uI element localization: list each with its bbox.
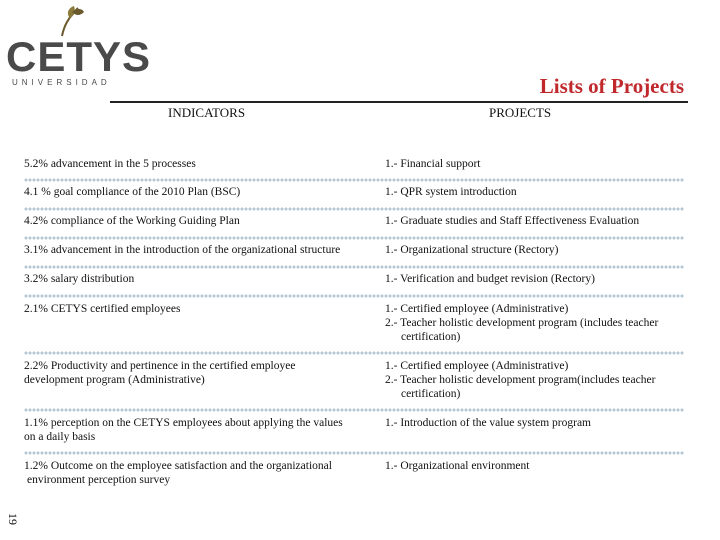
project-cell [385,157,684,171]
row-separator [24,351,684,355]
indicator-cell [24,416,362,444]
project-text: 1.- Graduate studies and Staff Effectiveness Evaluation [385,215,640,227]
indicator-text: development program (Administrative) [24,374,205,386]
indicator-text: 1.1% perception on the CETYS employees about applying the values [24,417,343,429]
indicator-cell [24,185,362,199]
project-text: 2.- Teacher holistic development program (includes teacher [385,317,659,329]
project-text: 1.- Verification and budget revision (Rectory) [385,273,595,285]
indicator-text: 4.1 % goal compliance of the 2010 Plan (BSC) [24,186,241,198]
project-text: 1.- Financial support [385,158,481,170]
indicators-header: INDICATORS [168,105,246,120]
indicator-cell [24,214,362,228]
project-text: 1.- Organizational structure (Rectory) [385,244,559,256]
title-rule [110,101,688,103]
project-cell [385,459,684,473]
project-text: 1.- Certified employee (Administrative) [385,303,569,315]
page-title: Lists of Projects [539,74,684,98]
project-text: 1.- Introduction of the value system program [385,417,591,429]
projects-header: PROJECTS [489,105,552,120]
project-cell [385,214,684,228]
indicator-text: 5.2% advancement in the 5 processes [24,158,196,170]
row-separator [24,178,684,182]
project-text: 2.- Teacher holistic development program(includes teacher [385,374,656,386]
project-text: 1.- Certified employee (Administrative) [385,360,569,372]
row-separator [24,451,684,455]
indicator-cell [24,359,362,387]
indicator-cell [24,459,362,487]
row-separator [24,408,684,412]
project-cell [385,272,684,286]
indicator-cell [24,272,362,286]
indicator-cell [24,157,362,171]
indicator-cell [24,243,362,257]
indicator-text: 3.2% salary distribution [24,273,135,285]
indicator-text: 2.1% CETYS certified employees [24,303,181,315]
logo-subtitle: UNIVERSIDAD [12,78,111,87]
logo-wordmark: CETYS [6,33,152,80]
project-text: 1.- Organizational environment [385,460,530,472]
project-cell [385,243,684,257]
row-separator [24,207,684,211]
project-text: certification) [401,331,461,343]
indicator-text: 4.2% compliance of the Working Guiding Plan [24,215,240,227]
indicator-cell [24,302,362,316]
indicator-text: on a daily basis [24,431,96,443]
cetys-logo [6,4,152,88]
project-cell [385,359,684,401]
project-cell [385,302,684,344]
row-separator [24,294,684,298]
indicator-text: 3.1% advancement in the introduction of the organizational structure [24,244,341,256]
project-cell [385,185,684,199]
project-text: certification) [401,388,461,400]
indicator-text: 1.2% Outcome on the employee satisfaction and the organizational [24,460,332,472]
row-separator [24,265,684,269]
indicator-text: 2.2% Productivity and pertinence in the certified employee [24,360,296,372]
project-text: 1.- QPR system introduction [385,186,517,198]
row-separator [24,236,684,240]
indicator-text: environment perception survey [27,474,171,486]
page-number: 19 [6,513,20,525]
project-cell [385,416,684,430]
